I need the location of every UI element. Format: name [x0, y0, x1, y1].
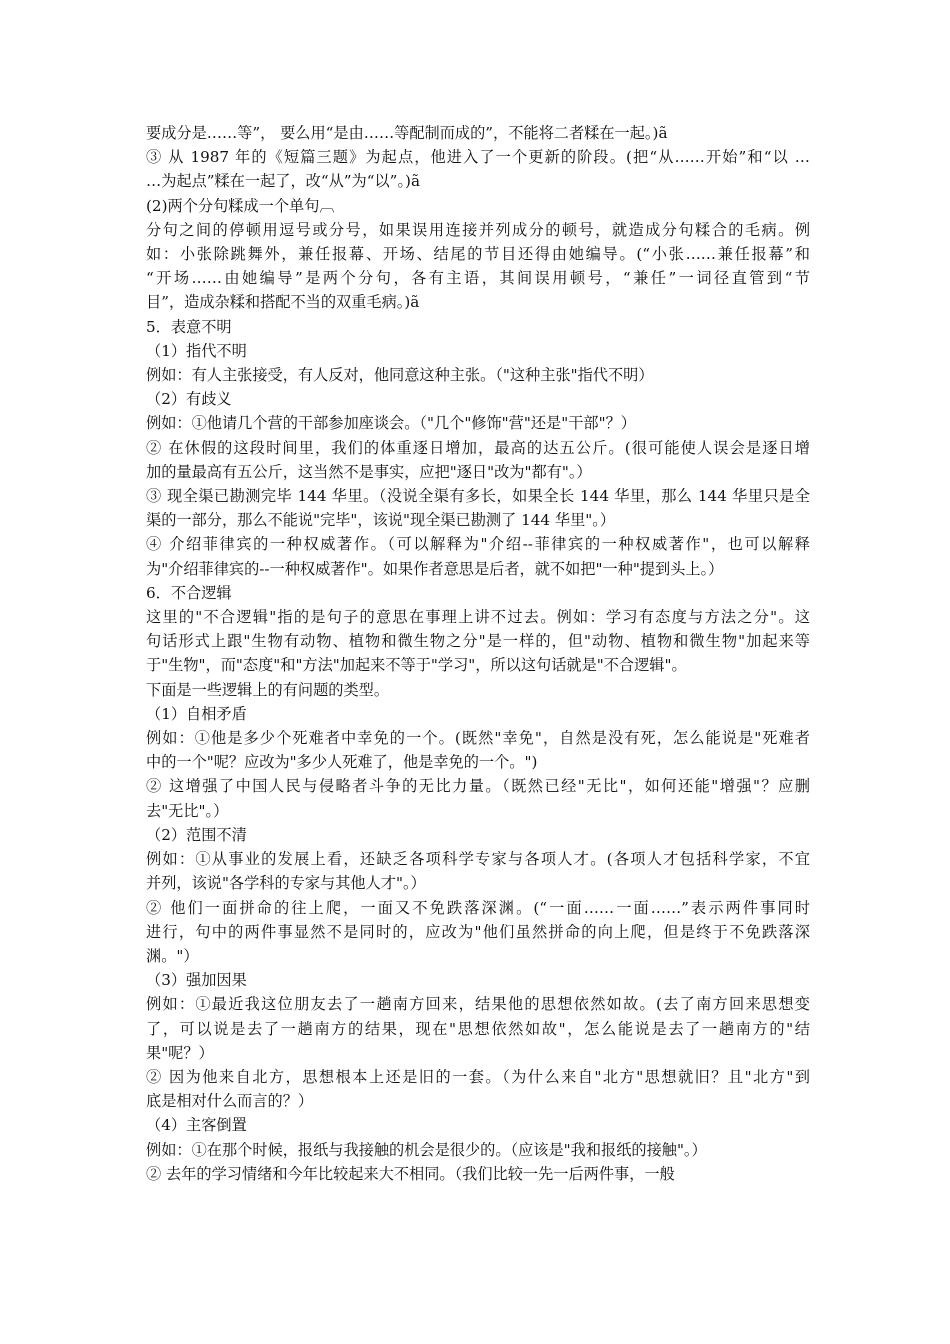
document-body [146, 121, 810, 1186]
text-line: （2）有歧义 [146, 390, 232, 409]
text-line: 渊。"） [146, 946, 199, 965]
text-line: （2）范围不清 [146, 825, 247, 844]
text-line: 渠的一部分，那么不能说"完毕"，该说"现全渠已勘测了 144 华里"。） [146, 511, 616, 530]
text-line: ② 他们一面拼命的往上爬，一面又不免跌落深渊。(“一面……一面……”表示两件事同时 [146, 898, 810, 917]
text-line: ② 因为他来自北方，思想根本上还是旧的一套。（为什么来自"北方"思想就旧？且"北方"到 [146, 1067, 810, 1086]
text-line: 如：小张除跳舞外，兼任报幕、开场、结尾的节目还得由她编导。(“小张……兼任报幕”和 [146, 245, 810, 264]
text-line: （4）主客倒置 [146, 1116, 247, 1135]
text-line: 例如：有人主张接受，有人反对，他同意这种主张。（"这种主张"指代不明） [146, 366, 654, 385]
text-line: 例如：①最近我这位朋友去了一趟南方回来，结果他的思想依然如故。(去了南方回来思想变 [146, 995, 810, 1014]
text-line: （1）指代不明 [146, 341, 247, 360]
text-line: …为起点”糅在一起了，改“从”为“以”。)ã [146, 172, 421, 191]
text-line: （1）自相矛盾 [146, 704, 247, 723]
text-line: 并列，该说"各学科的专家与其他人才"。） [146, 874, 426, 893]
text-line: 进行，句中的两件事显然不是同时的，应改为"他们虽然拼命的向上爬，但是终于不免跌落深 [146, 922, 810, 941]
text-line: （3）强加因果 [146, 971, 247, 990]
text-line: 例如：①在那个时候，报纸与我接触的机会是很少的。（应该是"我和报纸的接触"。） [146, 1140, 707, 1159]
text-line: 例如：①从事业的发展上看，还缺乏各项科学专家与各项人才。(各项人才包括科学家，不宜 [146, 850, 810, 869]
text-line: 了，可以说是去了一趟南方的结果，现在"思想依然如故"，怎么能说是去了一趟南方的"结 [146, 1019, 810, 1038]
text-line: ④ 介绍菲律宾的一种权威著作。（可以解释为"介绍--菲律宾的一种权威著作"，也可以解释 [146, 535, 810, 554]
text-line: (2)两个分句糅成一个单句︹ [146, 196, 335, 215]
text-line: 分句之间的停顿用逗号或分号，如果误用连接并列成分的顿号，就造成分句糅合的毛病。例 [146, 220, 810, 239]
text-line: 去"无比"。） [146, 801, 229, 820]
text-line: 例如：①他请几个营的干部参加座谈会。（"几个"修饰"营"还是"干部"？） [146, 414, 636, 433]
text-line: 例如：①他是多少个死难者中幸免的一个。(既然"幸免"，自然是没有死，怎么能说是"死难者 [146, 729, 810, 748]
text-line: “开场……由她编导”是两个分句，各有主语，其间误用顿号，“兼任”一词径直管到“节 [146, 269, 810, 288]
text-line: ③ 从 1987 年的《短篇三题》为起点，他进入了一个更新的阶段。(把“从……开始”和“以 … [146, 148, 810, 167]
text-line: 6．不合逻辑 [146, 583, 232, 602]
text-line: 下面是一些逻辑上的有问题的类型。 [146, 680, 389, 699]
text-line: 果"呢？） [146, 1043, 214, 1062]
text-line: 5．表意不明 [146, 317, 232, 336]
text-line: 中的一个"呢？应改为"多少人死难了，他是幸免的一个。") [146, 753, 538, 772]
text-line: ② 这增强了中国人民与侵略者斗争的无比力量。（既然已经"无比"，如何还能"增强"？应删 [146, 777, 810, 796]
text-line: 句话形式上跟"生物有动物、植物和微生物之分"是一样的，但"动物、植物和微生物"加起来等 [146, 632, 810, 651]
text-line: ② 去年的学习情绪和今年比较起来大不相同。（我们比较一先一后两件事，一般 [146, 1164, 675, 1183]
text-line: 为"介绍菲律宾的--一种权威著作"。如果作者意思是后者，就不如把"一种"提到头上。） [146, 559, 724, 578]
text-line: 目”，造成杂糅和搭配不当的双重毛病。)ã [146, 293, 420, 312]
text-line: ② 在休假的这段时间里，我们的体重逐日增加，最高的达五公斤。(很可能使人误会是逐日增 [146, 438, 810, 457]
text-line: 要成分是……等”， 要么用“是由……等配制而成的”，不能将二者糅在一起。)ã [146, 124, 668, 142]
text-line: 这里的"不合逻辑"指的是句子的意思在事理上讲不过去。例如：学习有态度与方法之分"。这 [146, 608, 810, 627]
text-line: 加的量最高有五公斤，这当然不是事实，应把"逐日"改为"都有"。） [146, 462, 592, 481]
text-line: 于"生物"，而"态度"和"方法"加起来不等于"学习"，所以这句话就是"不合逻辑"。 [146, 656, 687, 675]
text-line: ③ 现全渠已勘测完毕 144 华里。（没说全渠有多长，如果全长 144 华里，那么 144 华里只是全 [146, 487, 810, 506]
text-line: 底是相对什么而言的？） [146, 1092, 314, 1111]
